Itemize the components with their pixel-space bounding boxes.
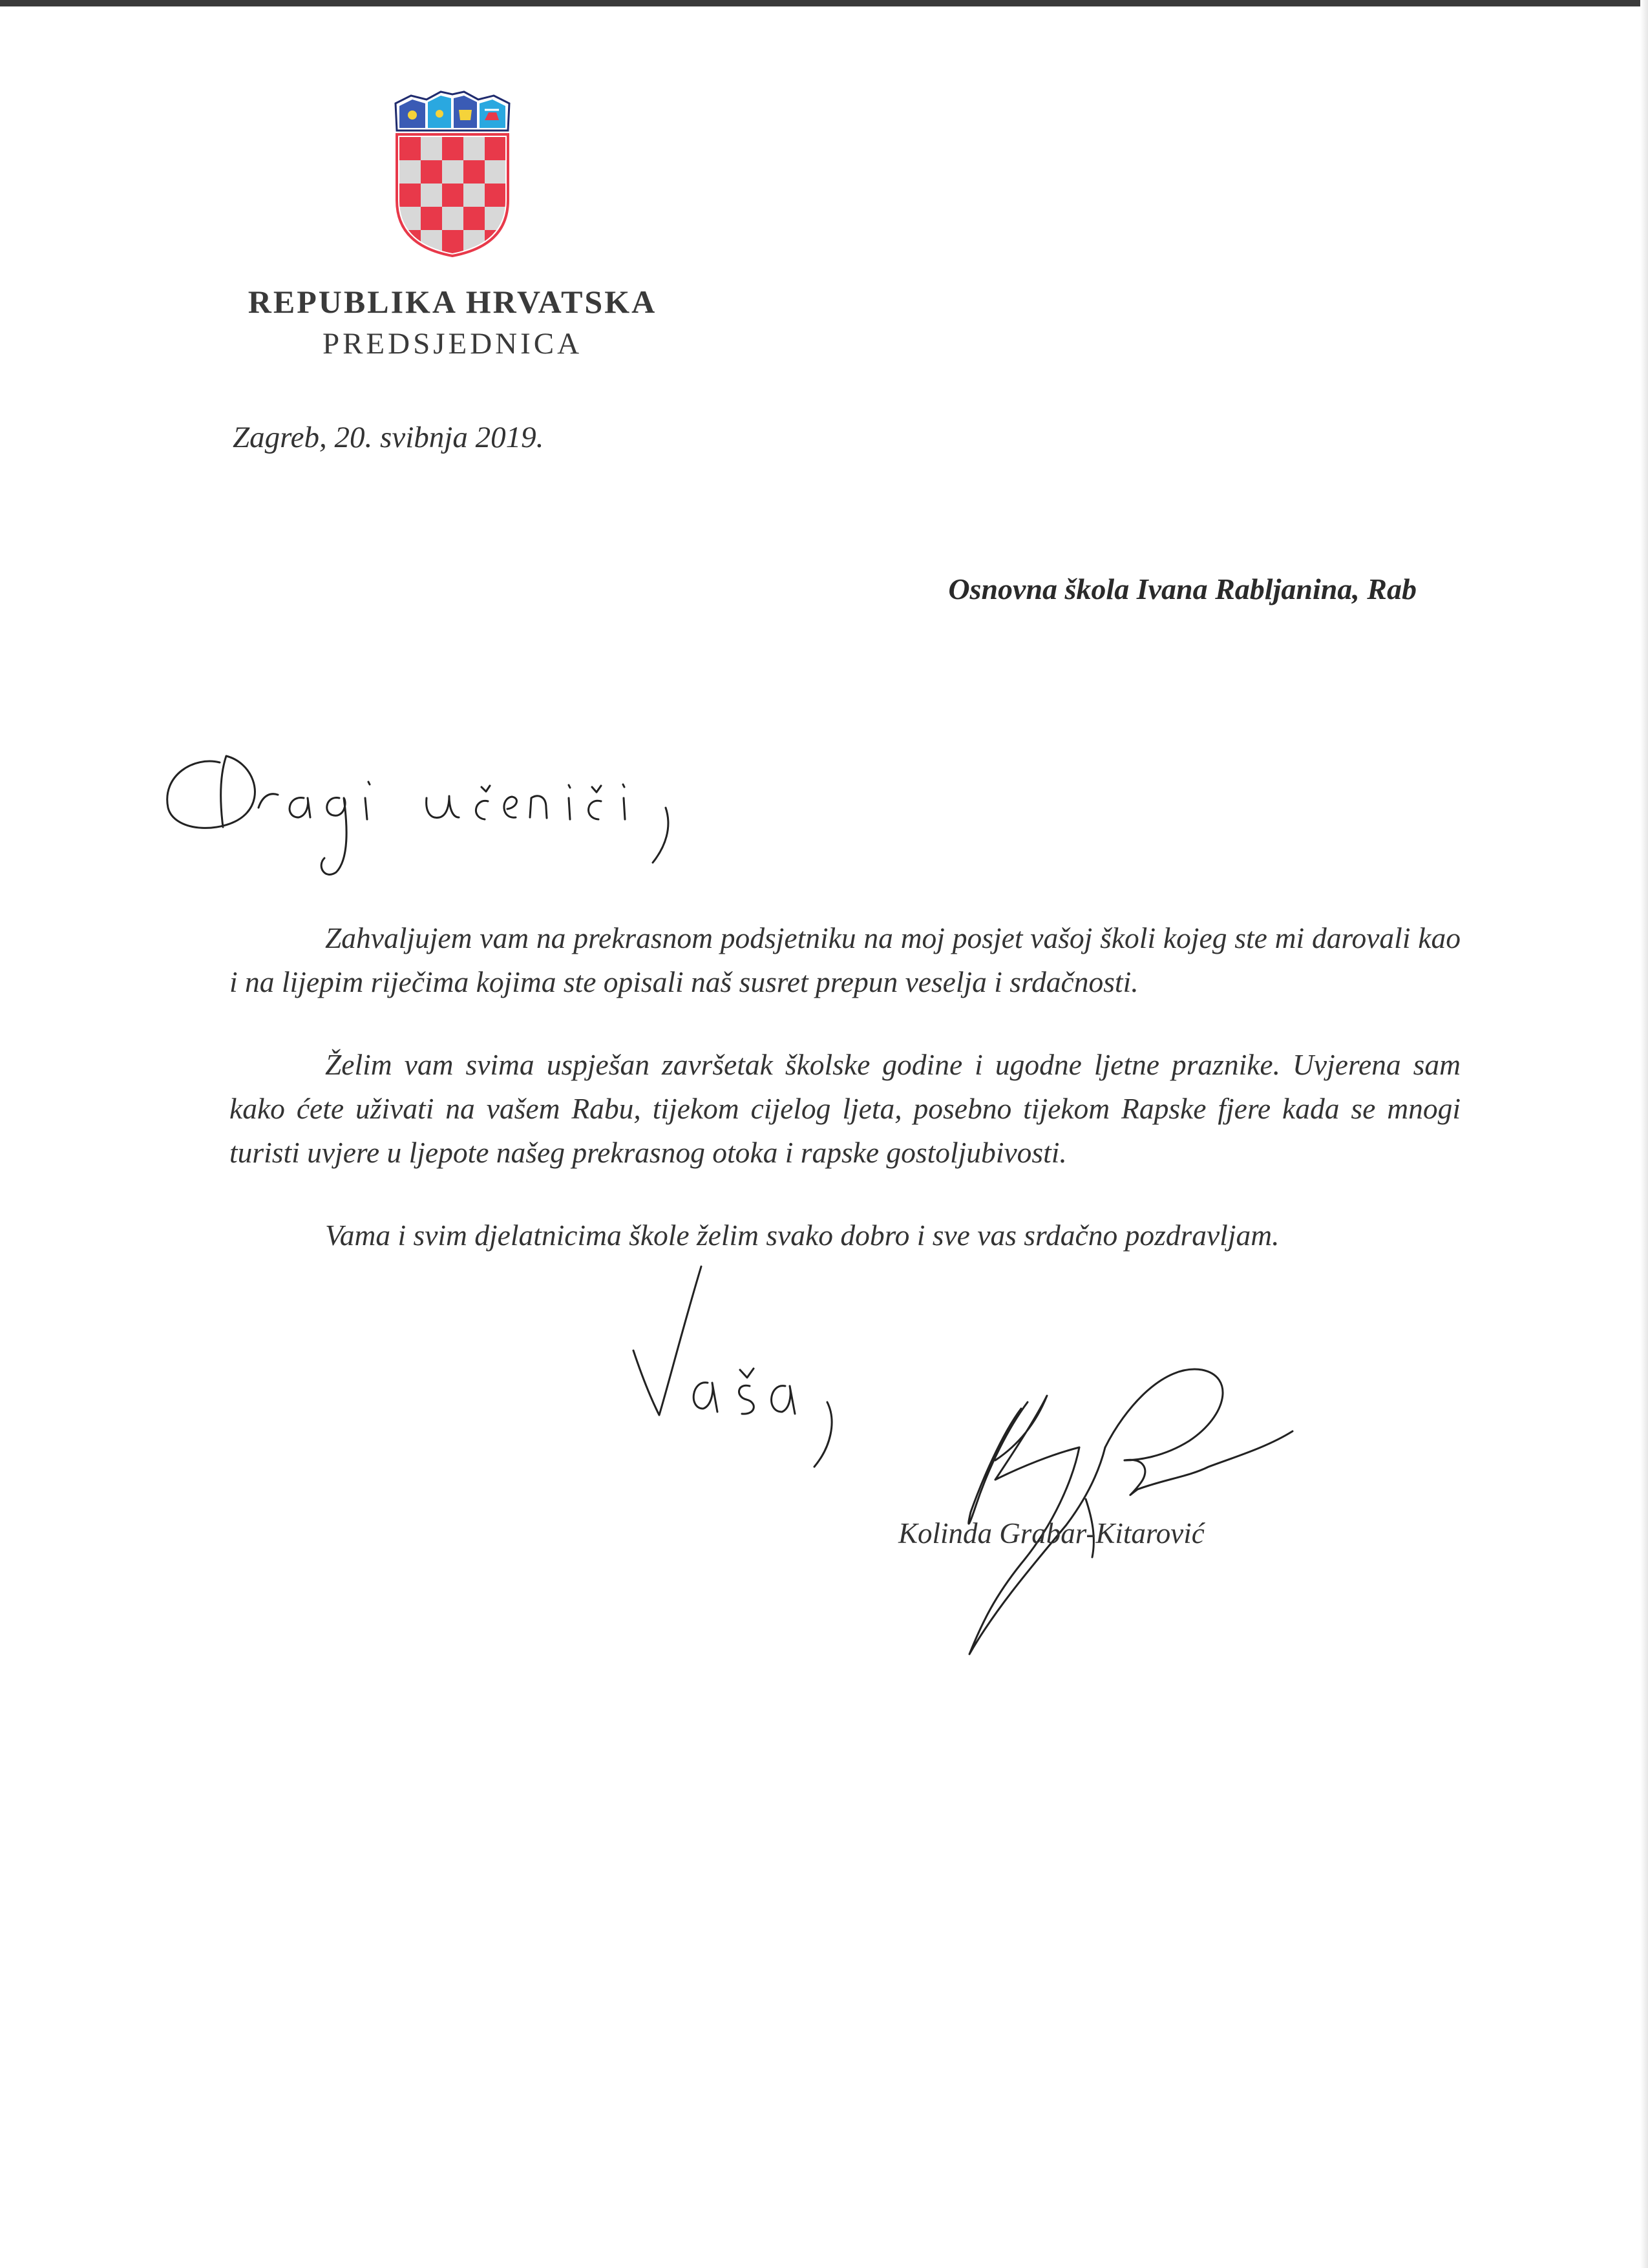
letterhead-office: PREDSJEDNICA bbox=[322, 327, 583, 361]
scan-top-edge bbox=[0, 0, 1648, 6]
paragraph-wishes: Želim vam svima uspješan završetak školske godine i ugodne ljetne praznike. Uvjerena sam kako ćete uživati na vašem Rabu, tijekom cijelog ljeta, posebno tijekom Rapske fjere kada se mnogi turisti uvjere u ljepote našeg prekrasnog otoka i rapske gostoljubivosti. bbox=[229, 1048, 1461, 1169]
letterhead-country: REPUBLIKA HRVATSKA bbox=[248, 284, 657, 320]
letter-body bbox=[229, 916, 1461, 1296]
crown-icon bbox=[396, 92, 509, 131]
date-line: Zagreb, 20. svibnja 2019. bbox=[233, 421, 544, 454]
signer-name: Kolinda Grabar-Kitarović bbox=[898, 1517, 1205, 1549]
recipient-line: Osnovna škola Ivana Rabljanina, Rab bbox=[948, 572, 1417, 605]
handwritten-closing bbox=[620, 1254, 872, 1486]
scan-right-edge bbox=[1640, 0, 1648, 2268]
handwritten-greeting bbox=[155, 737, 724, 892]
coat-of-arms-emblem bbox=[388, 90, 517, 258]
paragraph-thanks: Zahvaljujem vam na prekrasnom podsjetniku na moj posjet vašoj školi kojeg ste mi darovali kao i na lijepim riječima kojima ste opisali naš susret prepun veselja i srdačnosti. bbox=[229, 921, 1461, 998]
letterhead bbox=[194, 281, 711, 365]
paragraph-greetings: Vama i svim djelatnicima škole želim svako dobro i sve vas srdačno pozdravljam. bbox=[325, 1219, 1280, 1252]
